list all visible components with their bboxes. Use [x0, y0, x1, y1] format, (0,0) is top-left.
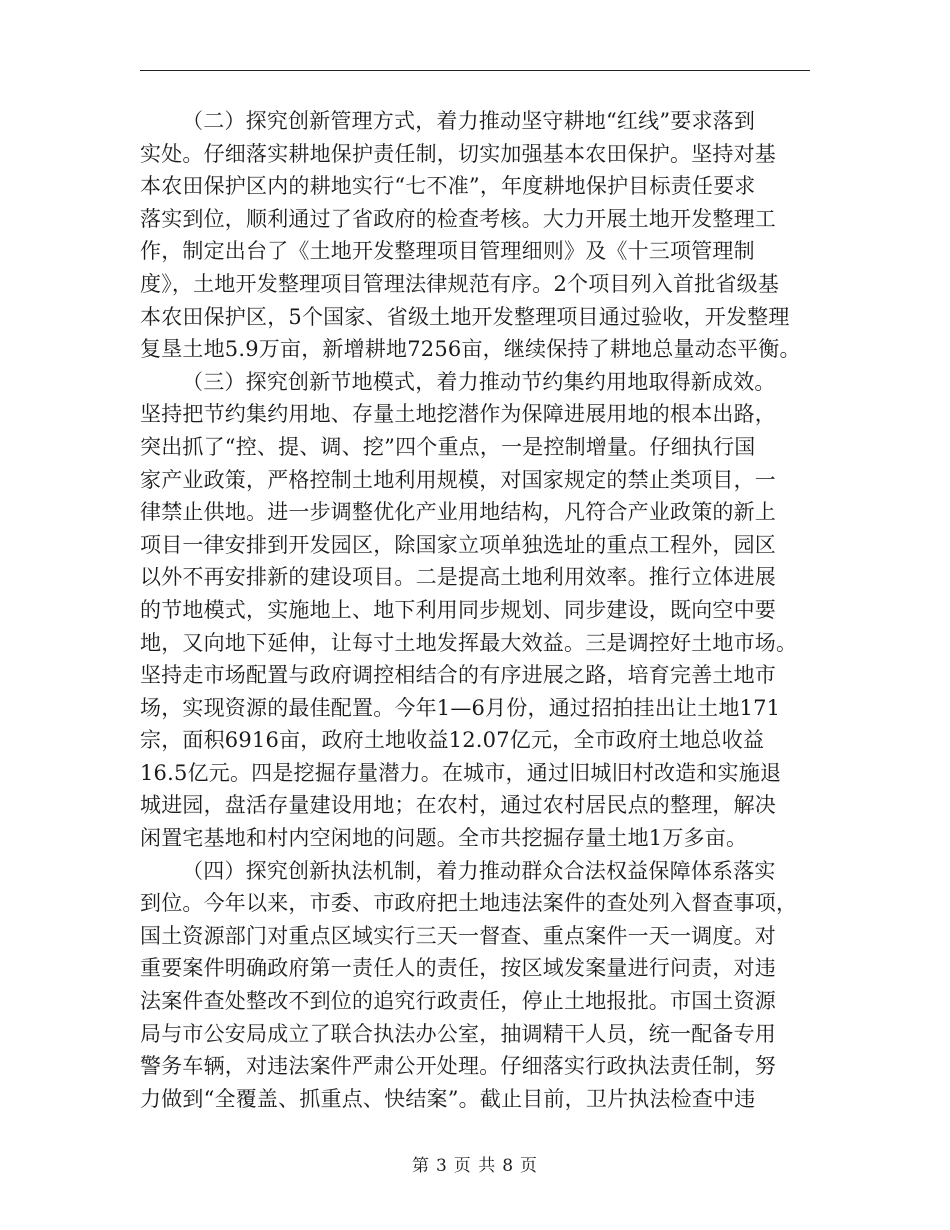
page-label-mid: 页 共: [453, 1156, 497, 1176]
text-line: 作，制定出台了《土地开发整理项目管理细则》及《十三项管理制: [140, 239, 755, 264]
text-line: 以外不再安排新的建设项目。二是提高土地利用效率。推行立体进展: [140, 565, 776, 590]
text-line: （二）探究创新管理方式，着力推动坚守耕地“红线”要求落到: [182, 109, 756, 133]
text-line: 闲置宅基地和村内空闲地的问题。全市共挖掘存量土地1万多亩。: [140, 826, 748, 851]
text-line: 家产业政策，严格控制土地利用规模，对国家规定的禁止类项目，一: [140, 467, 776, 492]
text-line: 坚持走市场配置与政府调控相结合的有序进展之路，培育完善土地市: [140, 663, 776, 688]
text-line: 法案件查处整改不到位的追究行政责任，停止土地报批。市国土资源: [140, 989, 776, 1014]
current-page-number: 3: [435, 1156, 448, 1176]
text-line: 局与市公安局成立了联合执法办公室，抽调精干人员，统一配备专用: [140, 1021, 776, 1046]
text-line: 到位。今年以来，市委、市政府把土地违法案件的查处列入督查事项，: [140, 891, 798, 916]
header-rule: [140, 70, 810, 71]
text-line: 重要案件明确政府第一责任人的责任，按区域发案量进行问责，对违: [140, 956, 776, 981]
text-line: （三）探究创新节地模式，着力推动节约集约用地取得新成效。: [182, 369, 776, 394]
page-footer: [0, 1154, 950, 1178]
text-line: 地，又向地下延伸，让每寸土地发挥最大效益。三是调控好土地市场。: [140, 630, 798, 655]
text-line: 本农田保护区，5个国家、省级土地开发整理项目通过验收，开发整理: [140, 304, 790, 329]
text-line: 城进园，盘活存量建设用地；在农村，通过农村居民点的整理，解决: [140, 793, 776, 818]
text-line: 项目一律安排到开发园区，除国家立项单独选址的重点工程外，园区: [140, 532, 776, 557]
text-line: （四）探究创新执法机制，着力推动群众合法权益保障体系落实: [182, 858, 776, 883]
text-line: 突出抓了“控、提、调、挖”四个重点，一是控制增量。仔细执行国: [140, 434, 756, 459]
text-line: 落实到位，顺利通过了省政府的检查考核。大力开展土地开发整理工: [140, 206, 776, 231]
text-line: 坚持把节约集约用地、存量土地挖潜作为保障进展用地的根本出路，: [140, 402, 776, 427]
text-line: 力做到“全覆盖、抓重点、快结案”。截止目前，卫片执法检查中违: [140, 1086, 756, 1111]
text-line: 场，实现资源的最佳配置。今年1—6月份，通过招拍挂出让土地171: [140, 695, 781, 720]
text-line: 本农田保护区内的耕地实行“七不准”，年度耕地保护目标责任要求: [140, 174, 756, 199]
text-line: 宗，面积6916亩，政府土地收益12.07亿元，全市政府土地总收益: [140, 728, 765, 753]
text-line: 的节地模式，实施地上、地下利用同步规划、同步建设，既向空中要: [140, 597, 776, 622]
page-label-prefix: 第: [411, 1156, 430, 1176]
text-line: 国土资源部门对重点区域实行三天一督查、重点案件一天一调度。对: [140, 923, 776, 948]
text-line: 复垦土地5.9万亩，新增耕地7256亩，继续保持了耕地总量动态平衡。: [140, 337, 801, 362]
text-line: 实处。仔细落实耕地保护责任制，切实加强基本农田保护。坚持对基: [140, 141, 776, 166]
text-line: 律禁止供地。进一步调整优化产业用地结构，凡符合产业政策的新上: [140, 500, 776, 525]
text-line: 警务车辆，对违法案件严肃公开处理。仔细落实行政执法责任制，努: [140, 1054, 776, 1079]
document-body: [140, 105, 812, 1115]
text-line: 度》，土地开发整理项目管理法律规范有序。2个项目列入首批省级基: [140, 271, 780, 296]
page-label-suffix: 页: [520, 1156, 539, 1176]
text-line: 16.5亿元。四是挖掘存量潜力。在城市，通过旧城旧村改造和实施退: [140, 760, 782, 785]
total-pages-number: 8: [502, 1156, 515, 1176]
